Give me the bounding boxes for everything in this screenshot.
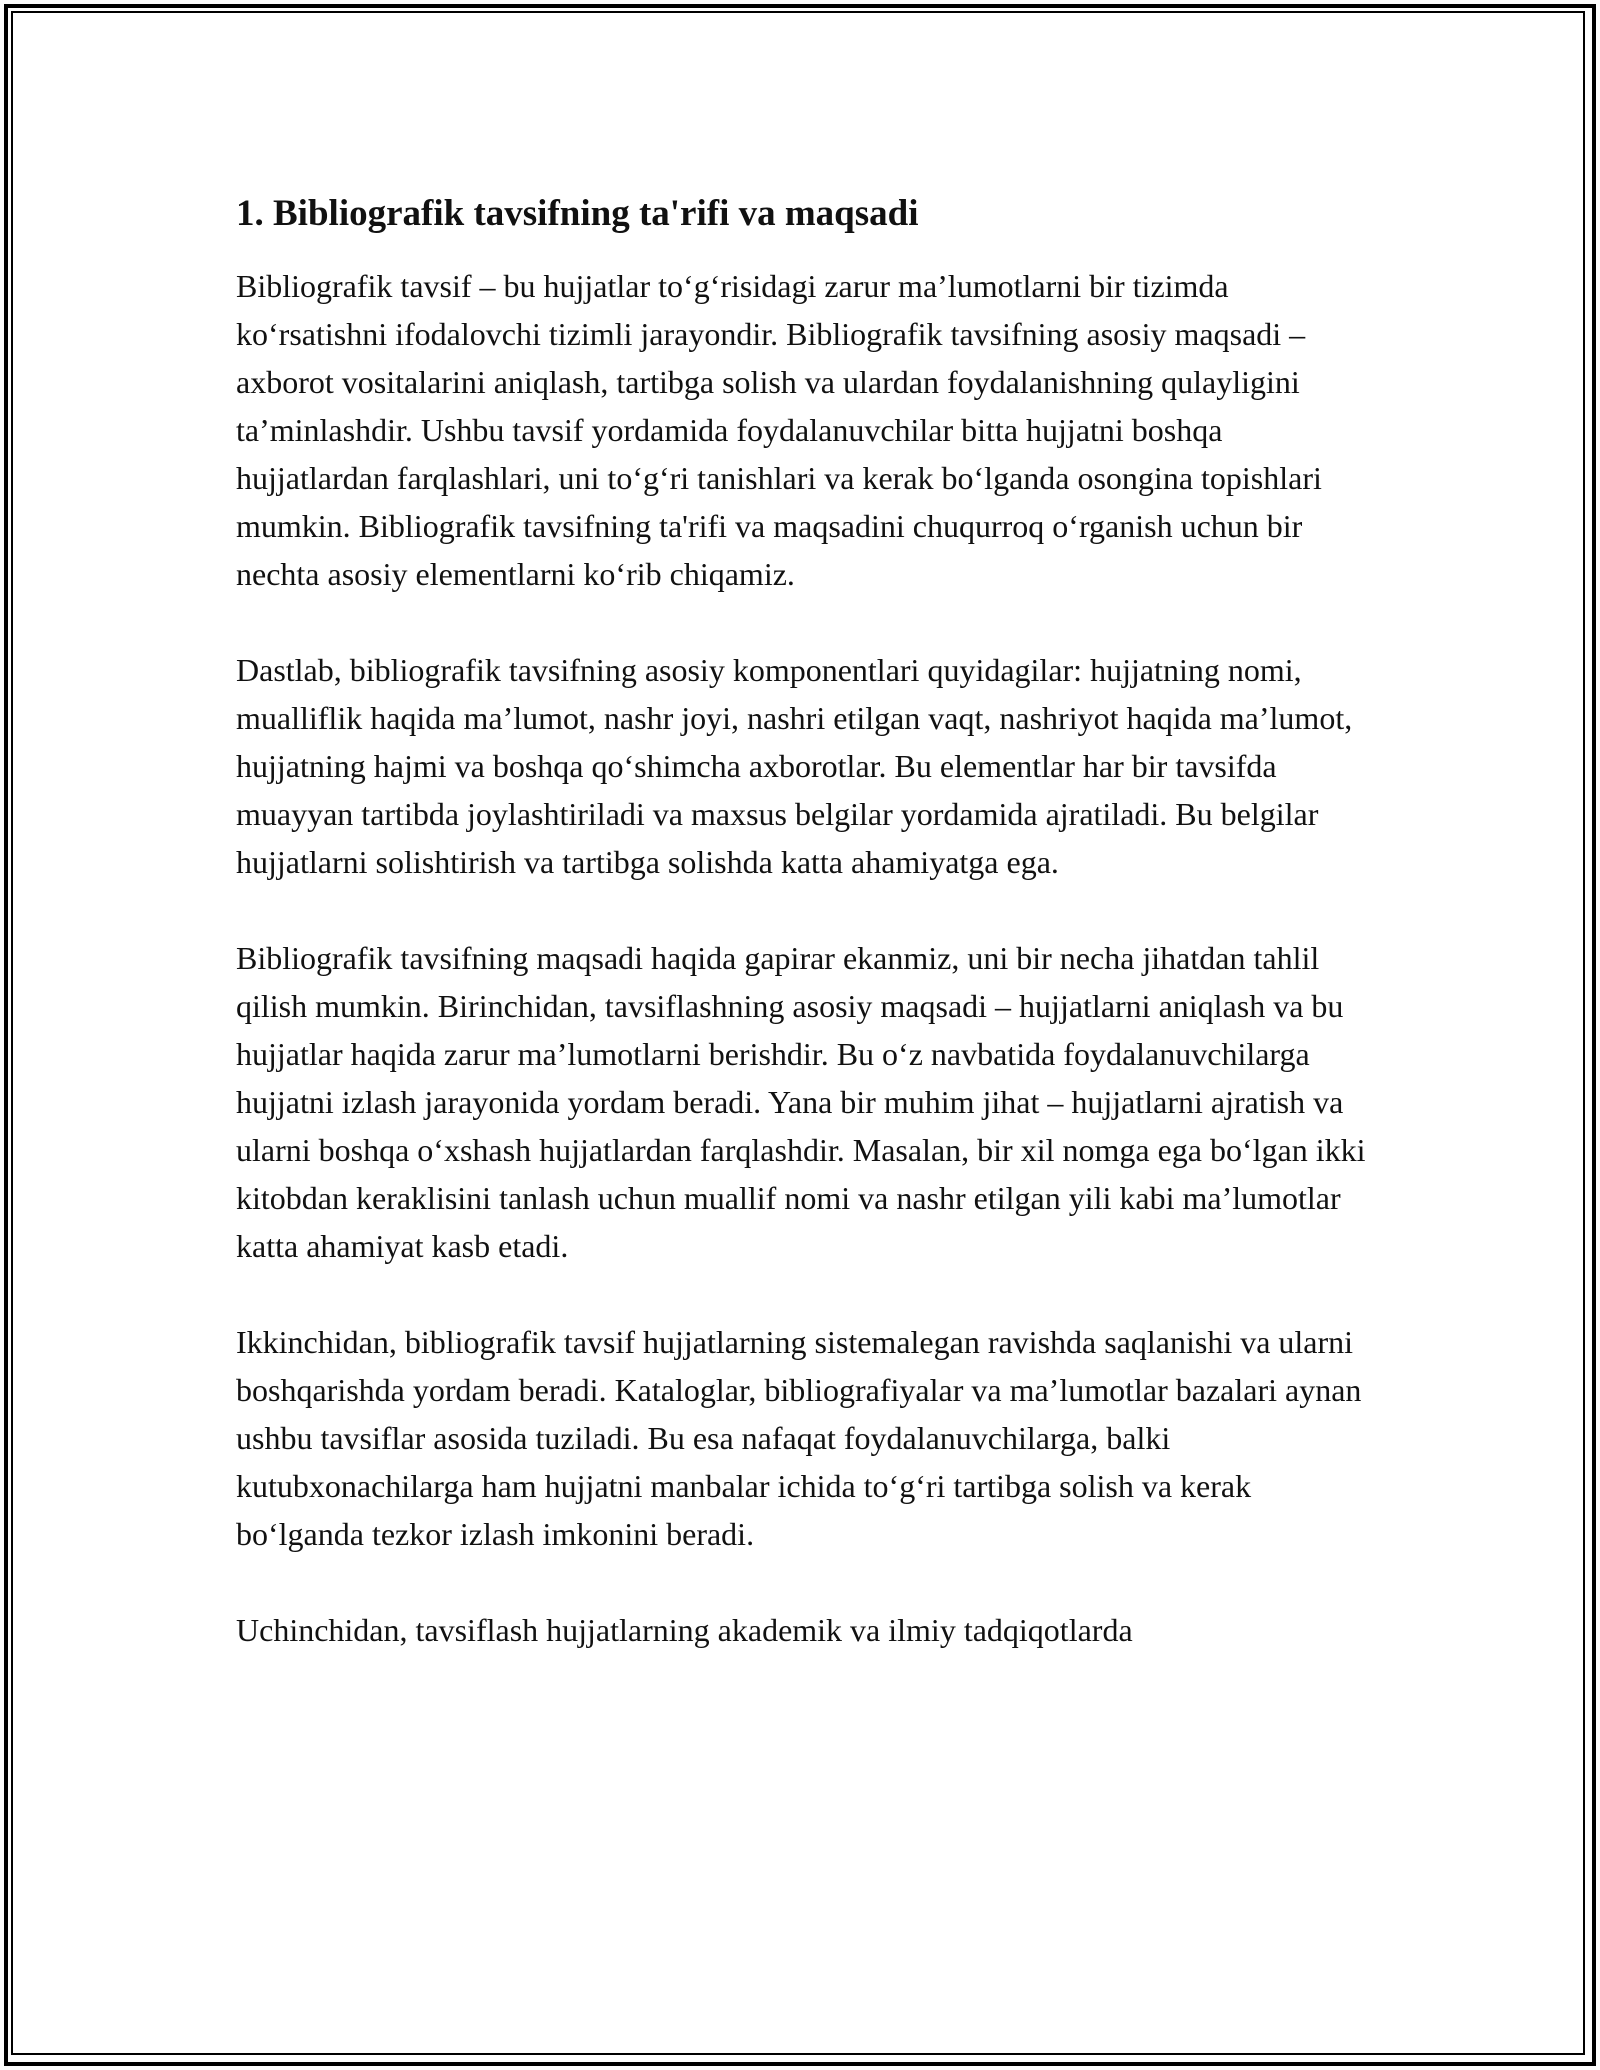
paragraph-5: Uchinchidan, tavsiflash hujjatlarning akademik va ilmiy tadqiqotlarda: [236, 1612, 1133, 1648]
document-body: [236, 186, 1376, 1654]
paragraph-3: Bibliografik tavsifning maqsadi haqida gapirar ekanmiz, uni bir necha jihatdan tahlil qilish mumkin. Birinchidan, tavsiflashning asosiy maqsadi – hujjatlarni aniqlash va bu hujjatlar haqida zarur ma’lumotlarni berishdir. Bu o‘z navbatida foydalanuvchilarga hujjatni izlash jarayonida yordam beradi. Yana bir muhim jihat – hujjatlarni ajratish va ularni boshqa o‘xshash hujjatlardan farqlashdir. Masalan, bir xil nomga ega bo‘lgan ikki kitobdan keraklisini tanlash uchun muallif nomi va nashr etilgan yili kabi ma’lumotlar katta ahamiyat kasb etadi.: [236, 940, 1366, 1264]
paragraph-1: Bibliografik tavsif – bu hujjatlar to‘g‘risidagi zarur ma’lumotlarni bir tizimda ko‘rsatishni ifodalovchi tizimli jarayondir. Bibliografik tavsifning asosiy maqsadi – axborot vositalarini aniqlash, tartibga solish va ulardan foydalanishning qulayligini ta’minlashdir. Ushbu tavsif yordamida foydalanuvchilar bitta hujjatni boshqa hujjatlardan farqlashlari, uni to‘g‘ri tanishlari va kerak bo‘lganda osongina topishlari mumkin. Bibliografik tavsifning ta'rifi va maqsadini chuqurroq o‘rganish uchun bir nechta asosiy elementlarni ko‘rib chiqamiz.: [236, 268, 1322, 592]
paragraph-4: Ikkinchidan, bibliografik tavsif hujjatlarning sistemalegan ravishda saqlanishi va ularni boshqarishda yordam beradi. Kataloglar, bibliografiyalar va ma’lumotlar bazalari aynan ushbu tavsiflar asosida tuziladi. Bu esa nafaqat foydalanuvchilarga, balki kutubxonachilarga ham hujjatni manbalar ichida to‘g‘ri tartibga solish va kerak bo‘lganda tezkor izlash imkonini beradi.: [236, 1324, 1362, 1552]
paragraph-2: Dastlab, bibliografik tavsifning asosiy komponentlari quyidagilar: hujjatning nomi, mualliflik haqida ma’lumot, nashr joyi, nashri etilgan vaqt, nashriyot haqida ma’lumot, hujjatning hajmi va boshqa qo‘shimcha axborotlar. Bu elementlar har bir tavsifda muayyan tartibda joylashtiriladi va maxsus belgilar yordamida ajratiladi. Bu belgilar hujjatlarni solishtirish va tartibga solishda katta ahamiyatga ega.: [236, 652, 1353, 880]
section-heading: 1. Bibliografik tavsifning ta'rifi va maqsadi: [236, 193, 919, 234]
